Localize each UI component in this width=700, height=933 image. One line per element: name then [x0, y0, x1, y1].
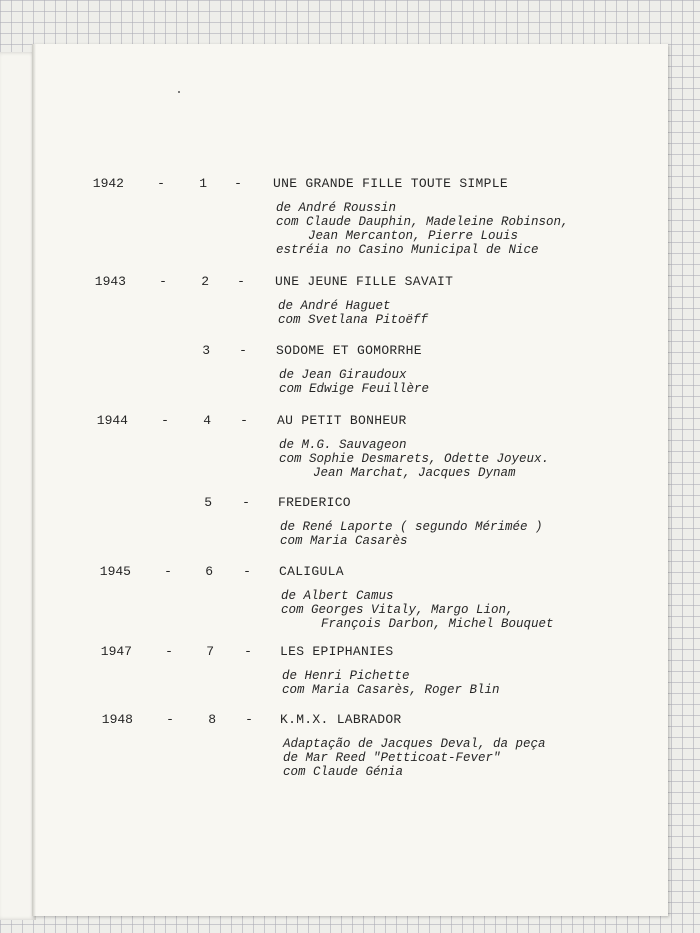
- play-title: FREDERICO: [278, 495, 351, 510]
- entry-number: 8: [208, 712, 216, 727]
- entry-year: 1945: [99, 564, 131, 579]
- play-details: [281, 589, 554, 631]
- entry-separator: -: [239, 343, 247, 358]
- detail-line: Jean Marchat, Jacques Dynam: [313, 466, 516, 480]
- detail-line: com Sophie Desmarets, Odette Joyeux.: [279, 452, 550, 466]
- entry-separator: -: [166, 712, 174, 727]
- ink-speck: [178, 91, 180, 93]
- left-page-edge: [0, 52, 36, 920]
- play-title: AU PETIT BONHEUR: [277, 413, 407, 428]
- detail-line: de M.G. Sauvageon: [279, 438, 407, 452]
- detail-line: com Maria Casarès: [280, 534, 408, 548]
- entry-separator: -: [234, 176, 242, 191]
- play-details: [282, 669, 500, 697]
- detail-line: Jean Mercanton, Pierre Louis: [308, 229, 519, 243]
- entry-year: 1942: [92, 176, 124, 191]
- play-entry: [32, 273, 668, 327]
- play-details: [276, 201, 569, 257]
- play-title: LES EPIPHANIES: [280, 644, 394, 659]
- play-entry: [32, 494, 668, 548]
- detail-line: de André Roussin: [276, 201, 397, 215]
- entry-separator: -: [244, 644, 252, 659]
- detail-line: com Edwige Feuillère: [279, 382, 430, 396]
- play-entry: [32, 711, 668, 779]
- detail-line: com Maria Casarès, Roger Blin: [282, 683, 500, 697]
- play-entry: [32, 342, 668, 396]
- detail-line: de Mar Reed "Petticoat-Fever": [283, 751, 501, 765]
- detail-line: François Darbon, Michel Bouquet: [321, 617, 554, 631]
- entry-year: 1943: [94, 274, 126, 289]
- detail-line: com Georges Vitaly, Margo Lion,: [281, 603, 514, 617]
- detail-line: de René Laporte ( segundo Mérimée ): [280, 520, 543, 534]
- play-title: K.M.X. LABRADOR: [280, 712, 402, 727]
- entry-separator: -: [237, 274, 245, 289]
- entry-number: 5: [204, 495, 212, 510]
- document-page: [32, 44, 668, 916]
- detail-line: com Claude Dauphin, Madeleine Robinson,: [276, 215, 569, 229]
- play-entry: [32, 563, 668, 631]
- play-title: UNE JEUNE FILLE SAVAIT: [275, 274, 454, 289]
- entry-separator: -: [242, 495, 250, 510]
- detail-line: de Henri Pichette: [282, 669, 410, 683]
- play-details: [279, 438, 549, 480]
- entry-separator: -: [157, 176, 165, 191]
- entry-separator: -: [164, 564, 172, 579]
- entry-number: 6: [205, 564, 213, 579]
- detail-line: com Claude Génia: [283, 765, 404, 779]
- play-details: [279, 368, 429, 396]
- detail-line: Adaptação de Jacques Deval, da peça: [283, 737, 546, 751]
- entry-number: 7: [206, 644, 214, 659]
- entry-separator: -: [243, 564, 251, 579]
- play-title: CALIGULA: [279, 564, 344, 579]
- play-details: [280, 520, 543, 548]
- entry-number: 2: [201, 274, 209, 289]
- detail-line: de André Haguet: [278, 299, 391, 313]
- detail-line: com Svetlana Pitoëff: [278, 313, 429, 327]
- entry-separator: -: [161, 413, 169, 428]
- entry-year: 1948: [101, 712, 133, 727]
- play-entry: [32, 412, 668, 480]
- entry-year: 1944: [96, 413, 128, 428]
- play-entry: [32, 175, 668, 257]
- entry-number: 4: [203, 413, 211, 428]
- entry-separator: -: [245, 712, 253, 727]
- entry-number: 1: [199, 176, 207, 191]
- entry-separator: -: [240, 413, 248, 428]
- play-details: [278, 299, 428, 327]
- play-title: UNE GRANDE FILLE TOUTE SIMPLE: [273, 176, 508, 191]
- detail-line: de Albert Camus: [281, 589, 394, 603]
- play-entry: [32, 643, 668, 697]
- entry-number: 3: [202, 343, 210, 358]
- detail-line: estréia no Casino Municipal de Nice: [276, 243, 539, 257]
- play-title: SODOME ET GOMORRHE: [276, 343, 422, 358]
- play-details: [283, 737, 546, 779]
- entry-year: 1947: [100, 644, 132, 659]
- detail-line: de Jean Giraudoux: [279, 368, 407, 382]
- entry-separator: -: [165, 644, 173, 659]
- entry-separator: -: [159, 274, 167, 289]
